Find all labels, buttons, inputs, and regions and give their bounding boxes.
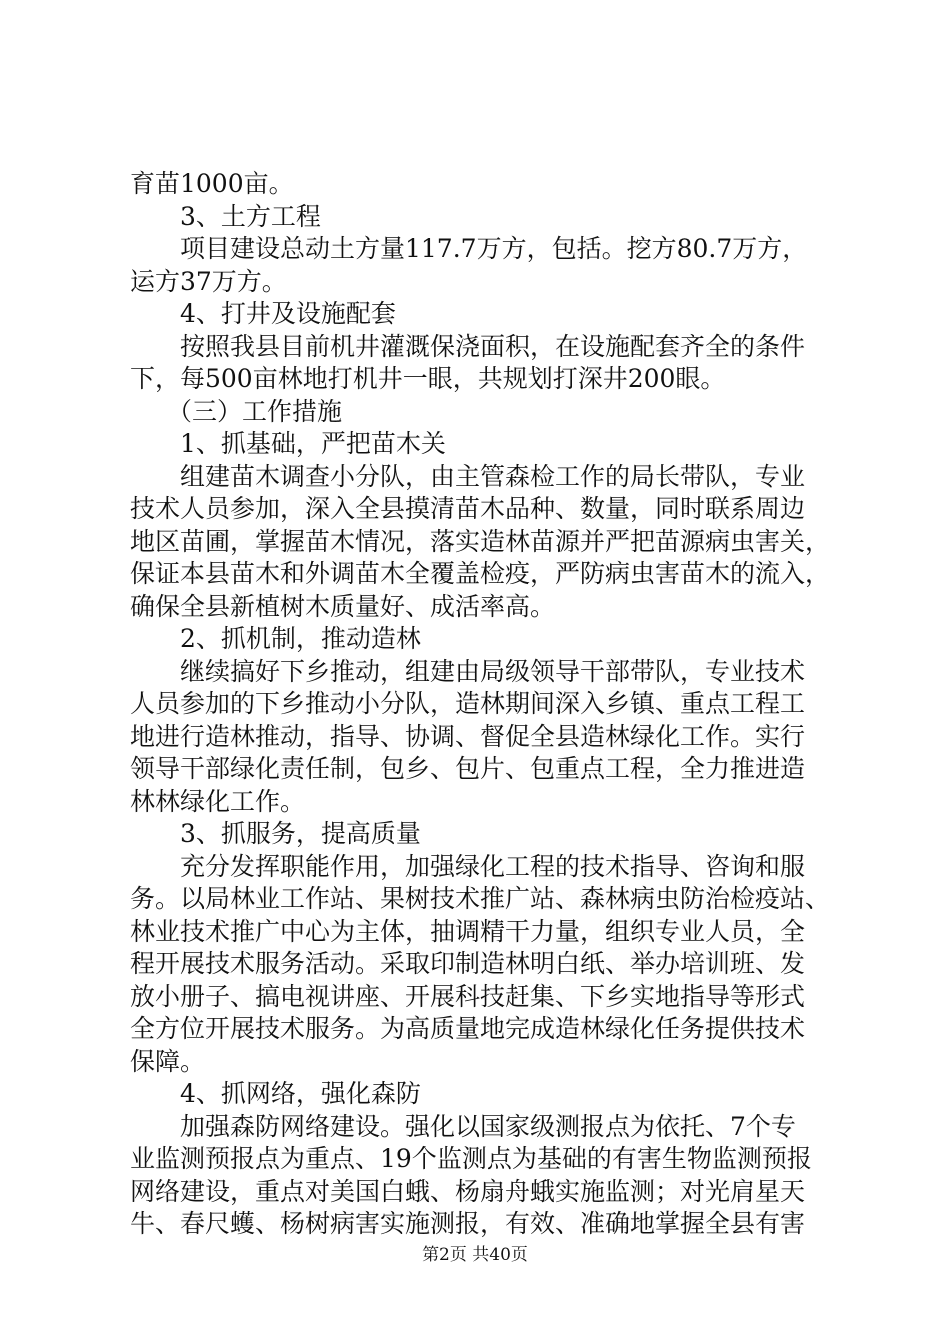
- text-line: 务。以局林业工作站、果树技术推广站、森林病虫防治检疫站、: [130, 884, 831, 913]
- text-line: 育苗1000亩。: [130, 169, 294, 198]
- text-line: 充分发挥职能作用，加强绿化工程的技术指导、咨询和服: [180, 851, 806, 881]
- section-heading: （三）工作措施: [167, 396, 343, 426]
- text-line: 加强森防网络建设。强化以国家级测报点为依托、7个专: [180, 1111, 796, 1141]
- text-line: 保证本县苗木和外调苗木全覆盖检疫，严防病虫害苗木的流入，: [130, 559, 831, 588]
- section-heading: 4、打井及设施配套: [180, 299, 396, 328]
- text-line: 确保全县新植树木质量好、成活率高。: [130, 591, 556, 621]
- page-footer: 第2页 共40页: [422, 1245, 528, 1265]
- section-heading: 3、土方工程: [180, 201, 321, 231]
- section-heading: 3、抓服务，提高质量: [180, 819, 421, 848]
- text-line: 牛、春尺蠖、杨树病害实施测报，有效、准确地掌握全县有害: [130, 1209, 806, 1238]
- text-line: 地进行造林推动，指导、协调、督促全县造林绿化工作。实行: [130, 721, 806, 751]
- text-line: 按照我县目前机井灌溉保浇面积，在设施配套齐全的条件: [180, 331, 806, 361]
- section-heading: 2、抓机制，推动造林: [180, 624, 421, 653]
- text-line: 放小册子、搞电视讲座、开展科技赶集、下乡实地指导等形式: [130, 981, 806, 1011]
- text-line: 业监测预报点为重点、19个监测点为基础的有害生物监测预报: [130, 1144, 812, 1173]
- text-line: 技术人员参加，深入全县摸清苗木品种、数量，同时联系周边: [130, 494, 806, 523]
- text-line: 继续搞好下乡推动，组建由局级领导干部带队，专业技术: [180, 656, 806, 686]
- section-heading: 4、抓网络，强化森防: [180, 1079, 421, 1108]
- text-line: 林业技术推广中心为主体，抽调精干力量，组织专业人员，全: [130, 916, 806, 946]
- text-line: 下，每500亩林地打机井一眼，共规划打深井200眼。: [130, 364, 726, 393]
- text-line: 项目建设总动土方量117.7万方，包括。挖方80.7万方，: [180, 234, 808, 263]
- text-line: 林林绿化工作。: [130, 786, 306, 816]
- section-heading: 1、抓基础，严把苗木关: [180, 429, 446, 458]
- text-line: 地区苗圃，掌握苗木情况，落实造林苗源并严把苗源病虫害关，: [130, 526, 831, 556]
- text-line: 领导干部绿化责任制，包乡、包片、包重点工程，全力推进造: [130, 754, 806, 783]
- text-line: 程开展技术服务活动。采取印制造林明白纸、举办培训班、发: [130, 949, 806, 978]
- text-line: 网络建设，重点对美国白蛾、杨扇舟蛾实施监测；对光肩星天: [130, 1176, 806, 1206]
- text-line: 组建苗木调查小分队，由主管森检工作的局长带队，专业: [180, 461, 806, 491]
- text-line: 保障。: [130, 1046, 206, 1076]
- text-line: 运方37万方。: [130, 266, 287, 296]
- text-line: 全方位开展技术服务。为高质量地完成造林绿化任务提供技术: [130, 1014, 806, 1043]
- body-text: [130, 168, 830, 1241]
- text-line: 人员参加的下乡推动小分队，造林期间深入乡镇、重点工程工: [130, 689, 806, 718]
